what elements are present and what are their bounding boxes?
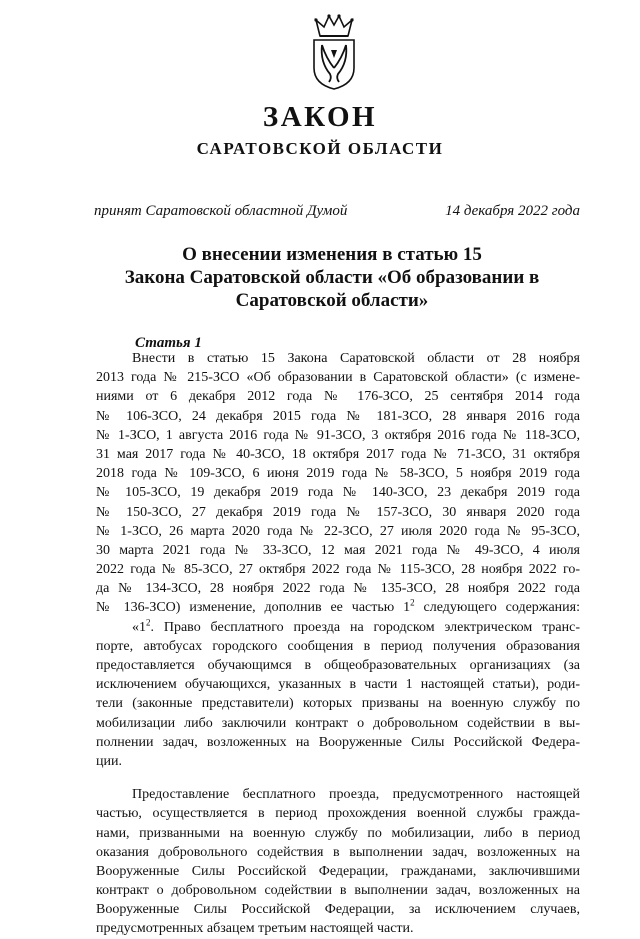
body-line: 31 мая 2017 года № 40-ЗСО, 18 октября 2017 года № 71-ЗСО, 31 октября	[96, 446, 580, 462]
quote-line: тели (законные представители) которых призваны на военную службу по	[96, 696, 580, 712]
article-body	[96, 349, 580, 939]
article-label: Статья 1	[135, 335, 202, 351]
body-line: 30 марта 2021 года № 33-ЗСО, 12 мая 2021 года № 49-ЗСО, 4 июля	[96, 542, 580, 558]
quote-line: предоставляется обучающимся в общеобразовательных организациях (за	[96, 658, 580, 673]
para2-line: нами, призванными на военную службу по мобилизации, либо в период	[96, 825, 580, 841]
text-fragment: следующего содержания:	[414, 600, 580, 616]
superscript: 2	[410, 597, 415, 608]
text-fragment: . Право бесплатного проезда на городском электрическом транс-	[150, 619, 580, 635]
text-fragment: «1	[132, 619, 146, 635]
body-line	[96, 598, 580, 617]
quote-line: мобилизации либо заключили контракт о добровольном содействии в вы-	[96, 715, 580, 731]
body-line: ниями от 6 декабря 2012 года № 176-ЗСО, 25 сентября 2014 года	[96, 389, 580, 405]
quote-line: ции.	[96, 753, 122, 769]
body-line: да № 134-ЗСО, 28 ноября 2022 года № 135-ЗСО, 28 ноября 2022 года	[96, 581, 580, 597]
heading-line: Закона Саратовской области «Об образовании в	[124, 267, 540, 288]
quote-line: порте, автобусах городского сообщения в период получения образования	[96, 638, 580, 654]
law-heading	[100, 243, 564, 312]
body-line: № 150-ЗСО, 27 декабря 2019 года № 157-ЗСО, 30 января 2020 года	[96, 504, 580, 520]
quote-line: полнении задач, возложенных на Вооруженные Силы Российской Федера-	[96, 734, 580, 750]
body-line: № 106-ЗСО, 24 декабря 2015 года № 181-ЗСО, 28 января 2016 года	[96, 408, 580, 424]
para2-line: Предоставление бесплатного проезда, предусмотренного настоящей	[132, 787, 580, 803]
body-line: Внести в статью 15 Закона Саратовской области от 28 ноября	[132, 351, 580, 366]
heading-line: О внесении изменения в статью 15	[182, 244, 482, 265]
superscript: 2	[146, 616, 151, 627]
para2-line: предусмотренных абзацем третьим настоящей части.	[96, 921, 414, 937]
para2-line: оказания добровольного содействия в выполнении задач, возложенных на	[96, 844, 580, 860]
paragraph-gap	[96, 771, 580, 785]
para2-line: Вооруженные Силы Российской Федерации, за исключением случаев,	[96, 902, 580, 918]
body-line: 2022 года № 85-ЗСО, 27 октября 2022 года № 115-ЗСО, 28 ноября 2022 го-	[96, 562, 580, 578]
law-subtitle: САРАТОВСКОЙ ОБЛАСТИ	[196, 139, 444, 158]
body-line: № 105-ЗСО, 19 декабря 2019 года № 140-ЗСО, 23 декабря 2019 года	[96, 485, 580, 501]
para2-line: частью, осуществляется в период прохождения военной службы гражда-	[96, 806, 580, 822]
heading-line: Саратовской области»	[235, 290, 429, 311]
saratov-coat-of-arms-icon	[308, 12, 360, 90]
para2-line: контракт о добровольном содействии в выполнении задач, возложенных на	[96, 883, 580, 899]
text-fragment: № 136-ЗСО) изменение, дополнив ее частью 1	[96, 600, 411, 616]
adoption-date: 14 декабря 2022 года	[445, 203, 580, 219]
para2-line: Вооруженные Силы Российской Федерации, гражданами, заключившими	[96, 863, 580, 879]
body-line: № 1-ЗСО, 1 августа 2016 года № 91-ЗСО, 3 октября 2016 года № 118-ЗСО,	[96, 427, 580, 443]
quote-line	[96, 618, 580, 637]
body-line: № 1-ЗСО, 26 марта 2020 года № 22-ЗСО, 27 июля 2020 года № 95-ЗСО,	[96, 523, 580, 539]
law-title: ЗАКОН	[262, 101, 378, 133]
adopted-by: принят Саратовской областной Думой	[94, 203, 348, 219]
body-line: 2013 года № 215-ЗСО «Об образовании в Саратовской области» (с измене-	[96, 370, 580, 386]
body-line: 2018 года № 109-ЗСО, 6 июня 2019 года № 58-ЗСО, 5 ноября 2019 года	[96, 466, 580, 482]
quote-line: исключением обучающихся, указанных в части 1 настоящей статьи), роди-	[96, 677, 580, 693]
